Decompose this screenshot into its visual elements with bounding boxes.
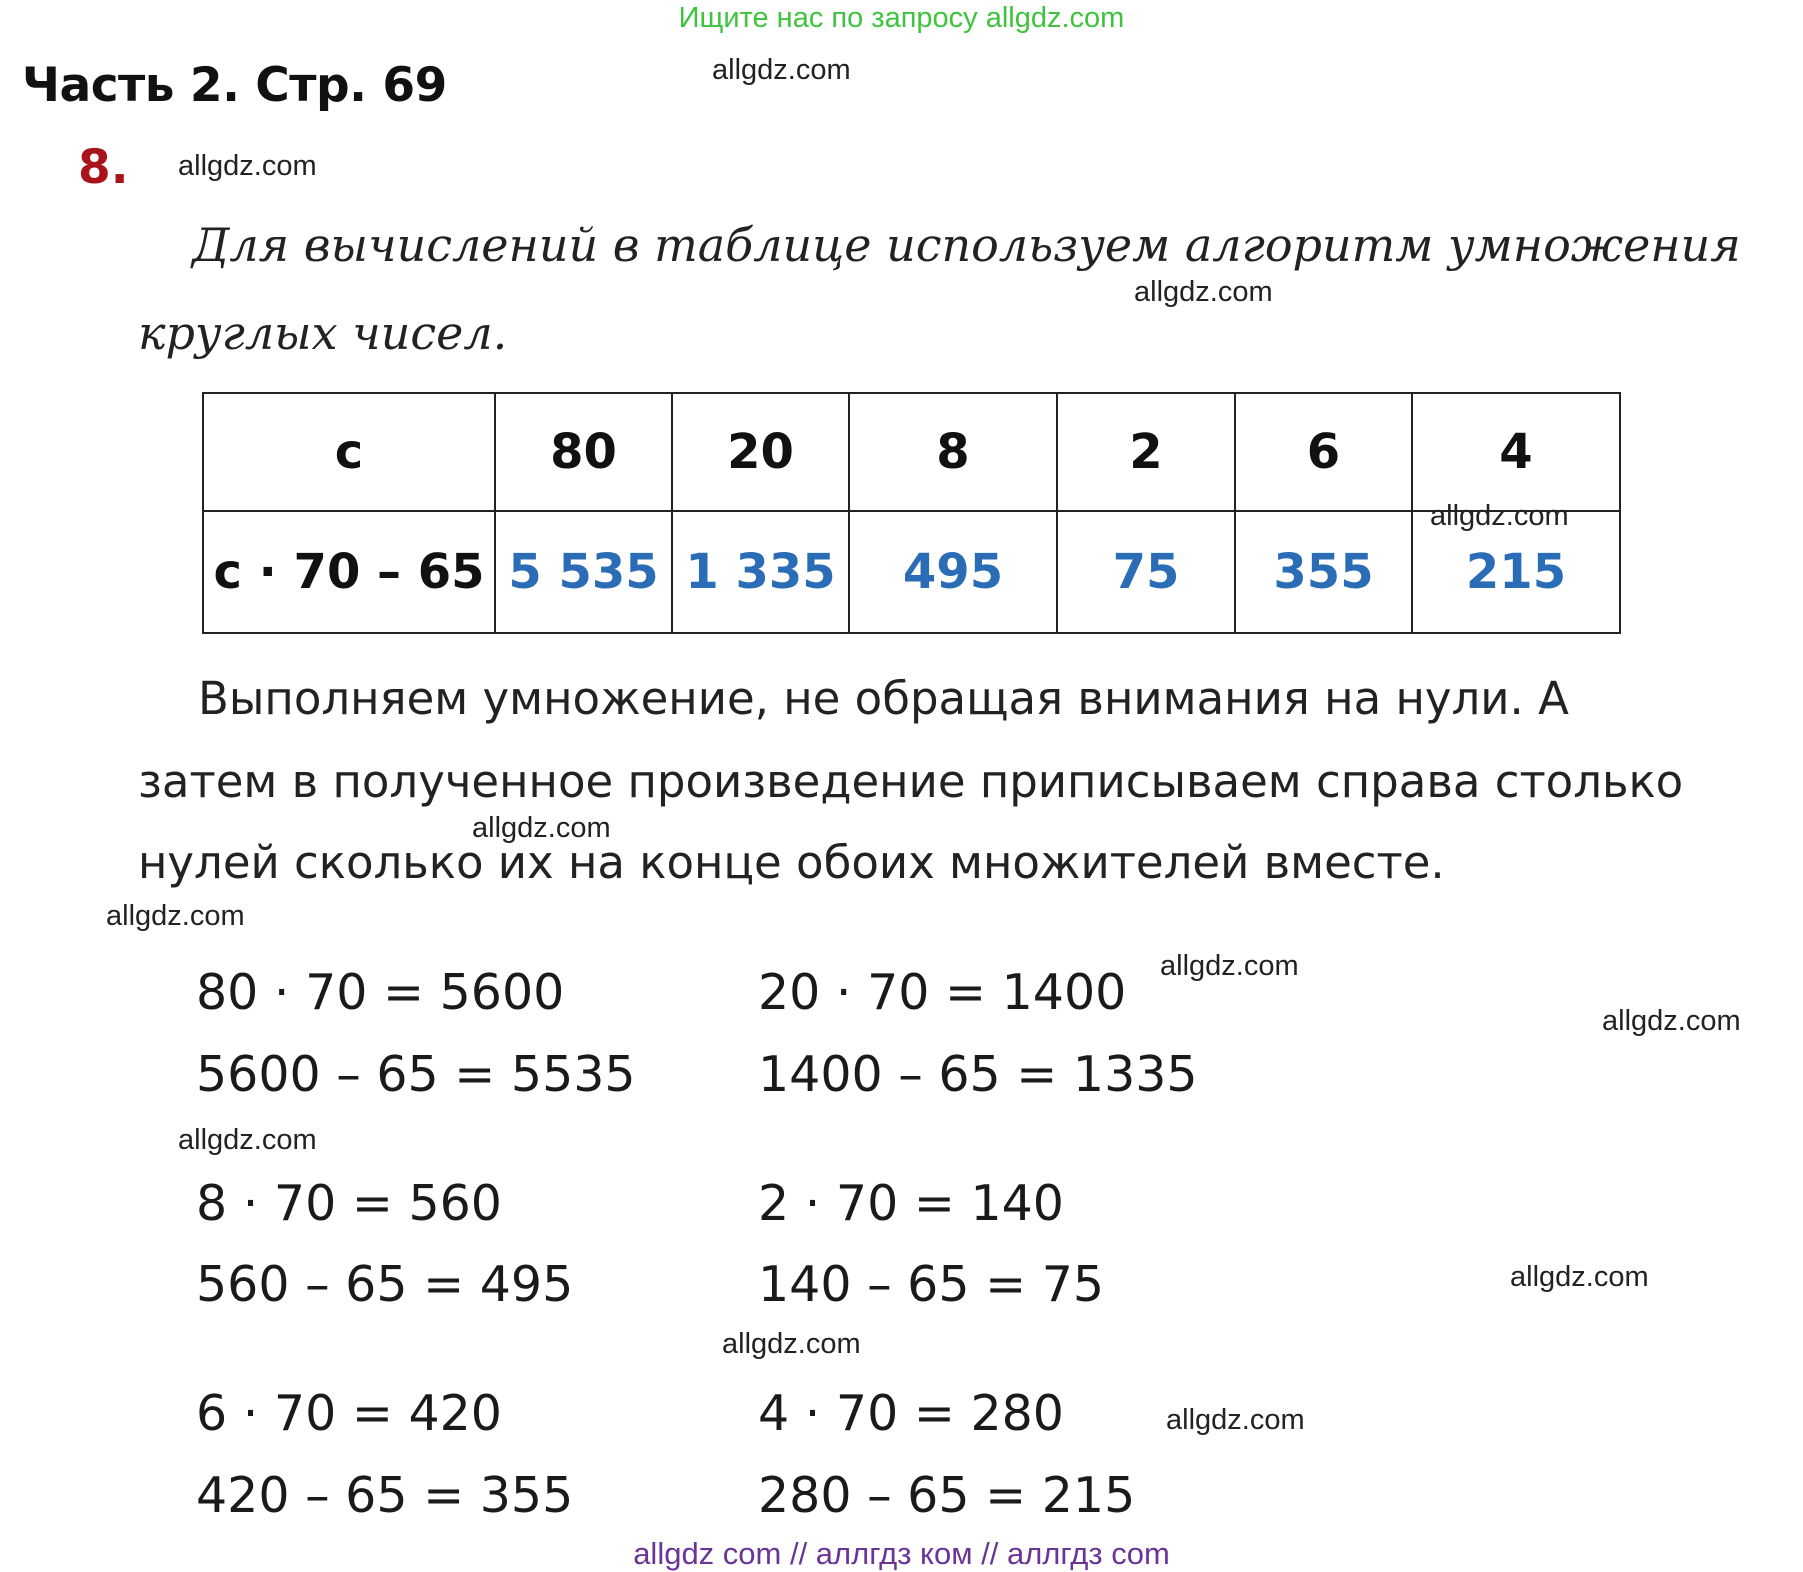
equation-sub: 280 – 65 = 215: [758, 1467, 1136, 1524]
watermark: allgdz.com: [1166, 1404, 1305, 1436]
table-row-label: c · 70 – 65: [203, 511, 495, 633]
table-cell-c: 4: [1412, 393, 1620, 511]
equation-mult: 6 · 70 = 420: [196, 1385, 502, 1442]
explanation-line-3: нулей сколько их на конце обоих множителей вместе.: [138, 836, 1445, 889]
equation-mult: 8 · 70 = 560: [196, 1175, 502, 1232]
watermark: allgdz.com: [722, 1328, 861, 1360]
table-cell-c: 2: [1057, 393, 1235, 511]
watermark: allgdz.com: [1430, 500, 1569, 532]
explanation-line-2: затем в полученное произведение приписываем справа столько: [138, 755, 1684, 808]
footer-line: allgdz com // аллгдз ком // аллгдз com: [633, 1536, 1170, 1571]
equation-mult: 4 · 70 = 280: [758, 1385, 1064, 1442]
watermark: allgdz.com: [106, 900, 245, 932]
table-row-result: [203, 511, 1620, 633]
intro-line-1: Для вычислений в таблице используем алгоритм умножения: [192, 218, 1741, 272]
equation-mult: 2 · 70 = 140: [758, 1175, 1064, 1232]
equation-sub: 420 – 65 = 355: [196, 1467, 574, 1524]
watermark: allgdz.com: [1510, 1261, 1649, 1293]
page-heading: Часть 2. Стр. 69: [22, 58, 447, 113]
table-header-label: c: [203, 393, 495, 511]
watermark: allgdz.com: [1134, 276, 1273, 308]
equation-sub: 560 – 65 = 495: [196, 1256, 574, 1313]
table-cell-result: 75: [1057, 511, 1235, 633]
equation-mult: 80 · 70 = 5600: [196, 964, 565, 1021]
table-cell-result: 355: [1235, 511, 1412, 633]
intro-line-2: круглых чисел.: [138, 306, 508, 360]
top-banner: Ищите нас по запросу allgdz.com: [678, 2, 1125, 34]
table-cell-c: 6: [1235, 393, 1412, 511]
watermark: allgdz.com: [1602, 1005, 1741, 1037]
equation-sub: 5600 – 65 = 5535: [196, 1046, 636, 1103]
watermark: allgdz.com: [712, 54, 851, 86]
watermark: allgdz.com: [472, 812, 611, 844]
table-cell-c: 20: [672, 393, 849, 511]
table-cell-result: 495: [849, 511, 1057, 633]
explanation-line-1: Выполняем умножение, не обращая внимания на нули. А: [198, 672, 1569, 725]
task-number: 8.: [78, 140, 129, 195]
equation-mult: 20 · 70 = 1400: [758, 964, 1127, 1021]
watermark: allgdz.com: [178, 150, 317, 182]
table-cell-c: 80: [495, 393, 672, 511]
table-cell-c: 8: [849, 393, 1057, 511]
table-cell-result: 1 335: [672, 511, 849, 633]
equation-sub: 140 – 65 = 75: [758, 1256, 1105, 1313]
table-row-c: [203, 393, 1620, 511]
watermark: allgdz.com: [178, 1124, 317, 1156]
table-cell-result: 215: [1412, 511, 1620, 633]
watermark: allgdz.com: [1160, 950, 1299, 982]
values-table: [202, 392, 1621, 634]
equation-sub: 1400 – 65 = 1335: [758, 1046, 1198, 1103]
table-cell-result: 5 535: [495, 511, 672, 633]
